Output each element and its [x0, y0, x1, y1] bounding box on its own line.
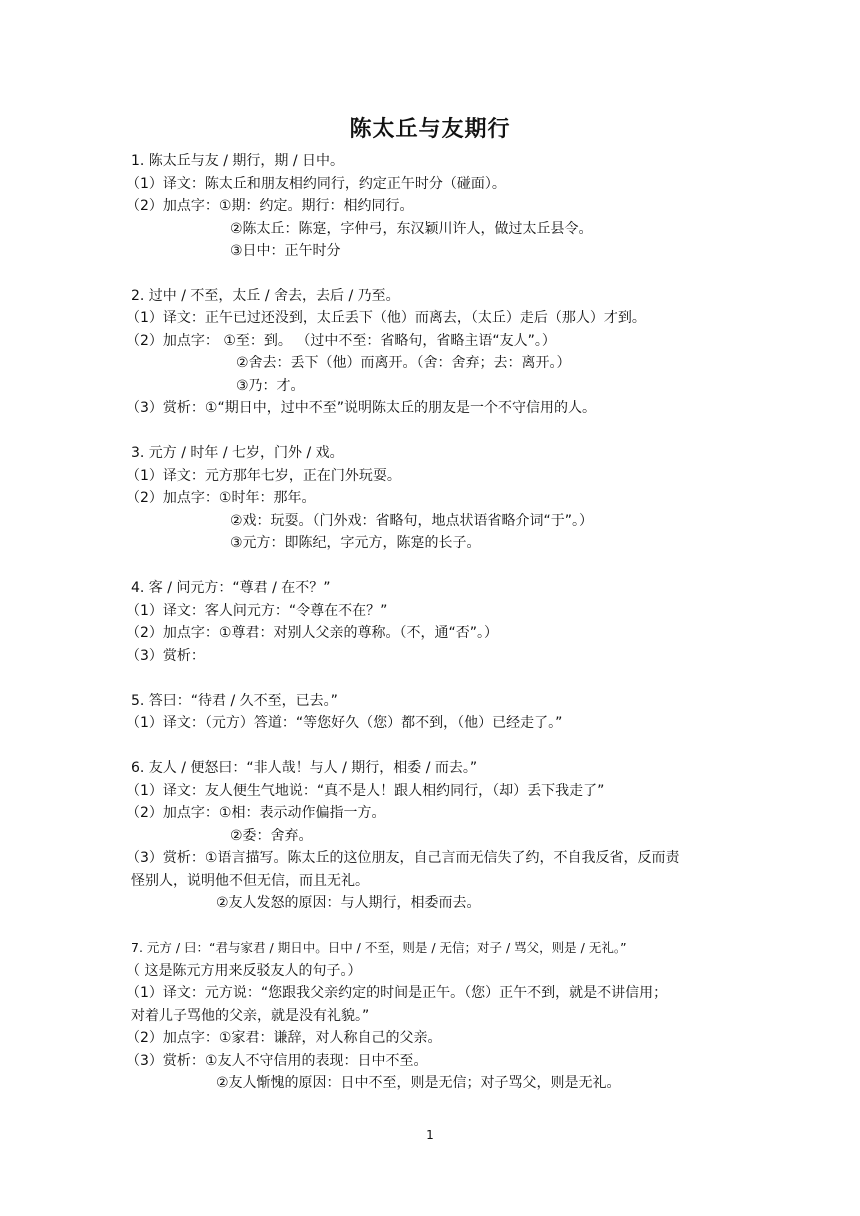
section-3-heading: 3. 元方 / 时年 / 七岁，门外 / 戏。: [131, 445, 344, 461]
section-3-line: （1）译文：元方那年七岁，正在门外玩耍。: [126, 468, 401, 484]
section-3-line: （2）加点字：①时年：那年。: [126, 490, 316, 506]
section-1-heading: 1. 陈太丘与友 / 期行，期 / 日中。: [131, 153, 345, 169]
section-7-line: （3）赏析：①友人不守信用的表现：日中不至。: [126, 1053, 428, 1069]
section-7-line: ②友人惭愧的原因：日中不至，则是无信；对子骂父，则是无礼。: [216, 1075, 621, 1091]
section-4-line: （1）译文：客人问元方：“令尊在不在？”: [126, 603, 388, 619]
section-2-heading: 2. 过中 / 不至，太丘 / 舍去，去后 / 乃至。: [131, 288, 400, 304]
section-4-line: （3）赏析：: [126, 648, 205, 664]
section-1-line: ③日中：正午时分: [230, 243, 341, 259]
section-3-line: ②戏：玩耍。（门外戏：省略句，地点状语省略介词“于”。）: [230, 513, 594, 529]
section-2-line: （1）译文：正午已过还没到，太丘丢下（他）而离去，（太丘）走后（那人）才到。: [126, 310, 646, 326]
section-7-line: 对着儿子骂他的父亲，就是没有礼貌。”: [131, 1008, 370, 1024]
section-1-line: ②陈太丘：陈寔，字仲弓，东汉颖川许人，做过太丘县令。: [230, 221, 593, 237]
section-2-line: （2）加点字： ①至：到。 （过中不至：省略句，省略主语“友人”。）: [126, 333, 556, 349]
section-6-line: 怪别人，说明他不但无信，而且无礼。: [131, 873, 369, 889]
section-6-line: ②委：舍弃。: [230, 828, 313, 844]
section-7-line: （ 这是陈元方用来反驳友人的句子。）: [126, 963, 362, 979]
section-2-line: （3）赏析：①“期日中，过中不至”说明陈太丘的朋友是一个不守信用的人。: [126, 400, 596, 416]
section-3-line: ③元方：即陈纪，字元方，陈寔的长子。: [230, 535, 481, 551]
section-1-line: （2）加点字：①期：约定。期行：相约同行。: [126, 198, 414, 214]
section-4-line: （2）加点字：①尊君：对别人父亲的尊称。（不，通“否”。）: [126, 625, 498, 641]
section-4-heading: 4. 客 / 问元方：“尊君 / 在不？”: [131, 580, 331, 596]
section-6-line: （1）译文：友人便生气地说：“真不是人！跟人相约同行，（却）丢下我走了”: [126, 783, 605, 799]
section-5-heading: 5. 答曰：“待君 / 久不至，已去。”: [131, 693, 338, 709]
section-7-heading: 7. 元方 / 曰：“君与家君 / 期日中。日中 / 不至，则是 / 无信；对子 / 骂父，则是 / 无礼。”: [131, 940, 627, 955]
section-6-heading: 6. 友人 / 便怒曰：“非人哉！与人 / 期行，相委 / 而去。”: [131, 760, 478, 776]
section-7-line: （1）译文：元方说：“您跟我父亲约定的时间是正午。（您）正午不到，就是不讲信用；: [126, 985, 668, 1001]
section-2-line: ②舍去：丢下（他）而离开。（舍：舍弃；去：离开。）: [236, 355, 571, 371]
section-6-line: ②友人发怒的原因：与人期行，相委而去。: [216, 895, 481, 911]
section-7-line: （2）加点字：①家君：谦辞，对人称自己的父亲。: [126, 1030, 442, 1046]
section-6-line: （2）加点字：①相：表示动作偏指一方。: [126, 805, 386, 821]
section-2-line: ③乃：才。: [236, 378, 305, 394]
page-number: 1: [426, 1128, 434, 1142]
document-title: 陈太丘与友期行: [349, 117, 511, 142]
section-6-line: （3）赏析：①语言描写。陈太丘的这位朋友，自己言而无信失了约，不自我反省，反而责: [126, 850, 680, 866]
section-1-line: （1）译文：陈太丘和朋友相约同行，约定正午时分（碰面）。: [126, 176, 506, 192]
section-5-line: （1）译文：（元方）答道：“等您好久（您）都不到，（他）已经走了。”: [126, 715, 563, 731]
